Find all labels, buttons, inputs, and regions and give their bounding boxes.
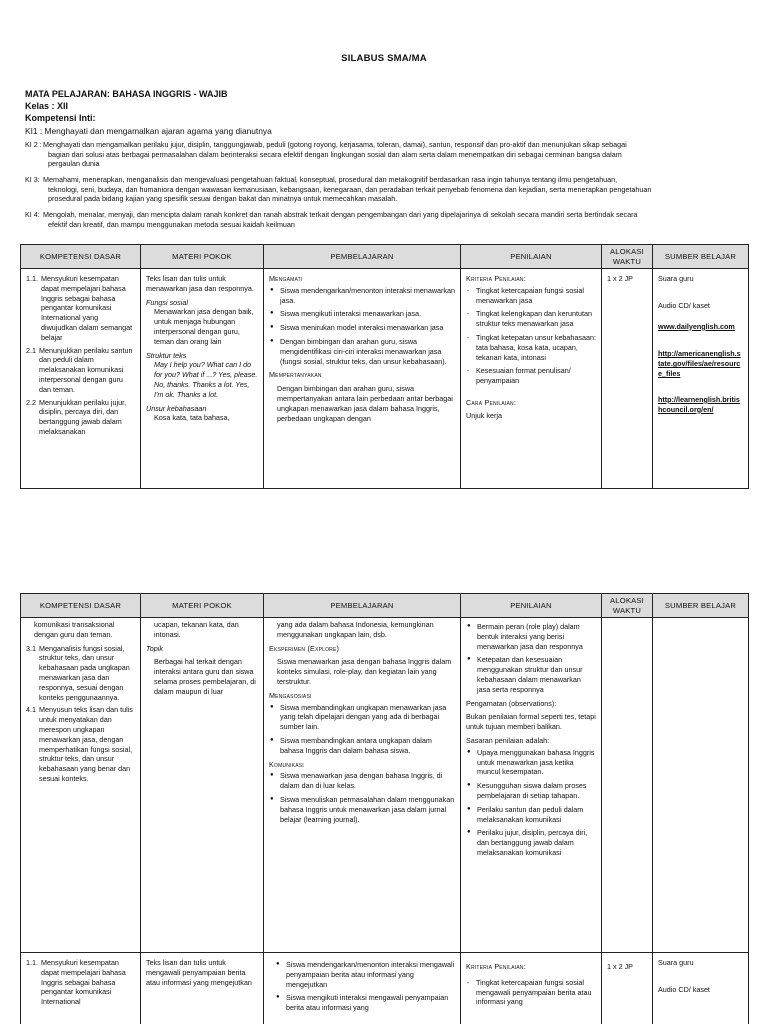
syllabus-table-2 — [20, 593, 749, 1024]
penilaian-cell — [461, 618, 602, 953]
ki2-block — [25, 140, 745, 169]
kelas-label: Kelas : XII — [25, 101, 69, 111]
header-kompetensi-dasar: KOMPETENSI DASAR — [21, 594, 141, 618]
header-alokasi-waktu: ALOKASI WAKTU — [602, 594, 653, 618]
header-sumber-belajar: SUMBER BELAJAR — [653, 594, 749, 618]
materi-cell — [141, 269, 264, 489]
fungsi-sosial-label: Fungsi sosial — [146, 297, 188, 307]
list-item: ● Siswa menirukan model interaksi menawarkan jasa — [269, 323, 455, 333]
list-item: ● Siswa menawarkan jasa dengan bahasa Inggris, di dalam dan di luar kelas. — [269, 771, 455, 791]
eksperimen-heading: Eksperimen (Explore) — [269, 643, 340, 653]
list-item: - Tingkat kelengkapan dan keruntutan struktur teks menawarkan jasa — [466, 309, 596, 329]
table-header-row — [21, 245, 749, 269]
pengamatan-heading: Pengamatan (observations): — [466, 698, 557, 708]
list-item: - Kesesuaian format penulisan/ penyampaian — [466, 366, 596, 386]
link-americanenglish[interactable]: http://americanenglish.state.gov/files/ae/resource_files — [658, 349, 741, 378]
link-dailyenglish[interactable]: www.dailyenglish.com — [658, 321, 735, 331]
ki2-line-2: bagian dari solusi atas berbagai permasalahan dalam berinteraksi secara efektif dengan lingkungan sosial dan alam serta dalam menempatkan diri sebagai cerminan bangsa dalam — [48, 149, 622, 159]
alokasi-value: 1 x 2 JP — [607, 274, 633, 283]
sasaran-heading: Sasaran penilaian adalah: — [466, 735, 550, 745]
ki4-line-1: Mengolah, menalar, menyaji, dan mencipta dalam ranah konkret dan ranah abstrak terkait dengan pengembangan dari yang dipelajarinya di sekolah secara mandiri serta bertindak secara — [43, 210, 638, 219]
topik-text: Berbagai hal terkait dengan interaksi antara guru dan siswa selama proses pembelajaran, di dalam maupun di luar — [154, 657, 256, 696]
ki4-block — [25, 210, 745, 229]
bukan-penilaian-text: Bukan penilaian formal seperti tes, tetapi untuk tujuan memberi balikan. — [466, 712, 596, 732]
list-item: ● Perilaku jujur, disiplin, percaya diri, dan bertanggung jawab dalam melaksanakan komunikasi — [466, 828, 596, 857]
alokasi-value: 1 x 2 JP — [607, 962, 633, 971]
table-row — [21, 953, 749, 1024]
header-sumber-belajar: SUMBER BELAJAR — [653, 245, 749, 269]
sumber-suara-guru: Suara guru — [658, 958, 694, 967]
list-item: ● Dengan bimbingan dan arahan guru, siswa mengidentifikasi ciri-ciri interaksi menawarkan jasa (fungsi sosial, struktur teks, dan unsur kebahasaan). — [269, 337, 455, 366]
header-penilaian: PENILAIAN — [461, 594, 602, 618]
sumber-audio: Audio CD/ kaset — [658, 984, 710, 994]
list-item: ● Kesungguhan siswa dalam proses pembelajaran di setiap tahapan. — [466, 781, 596, 801]
list-item: ● Bermain peran (role play) dalam bentuk interaksi yang berisi menawarkan jasa dan responnya — [466, 622, 596, 651]
unsur-kebahasaan-label: Unsur kebahasaan — [146, 403, 207, 413]
struktur-teks-text: May I help you? What can I do for you? What if ...? Yes, please. No, thanks. Thanks a lot. Yes, I'm ok. Thanks a lot. — [154, 360, 258, 399]
ki4-line-2: efektif dan kreatif, dan mampu menggunakan metoda sesuai kaidah keilmuan — [48, 219, 295, 229]
ki3-code: KI 3: — [25, 175, 40, 184]
header-penilaian: PENILAIAN — [461, 245, 602, 269]
list-item: - Tingkat ketepatan unsur kebahasaan: tata bahasa, kosa kata, ucapan, tekanan kata, intonasi — [466, 333, 596, 362]
materi-cell — [141, 618, 264, 953]
table-row — [21, 269, 749, 489]
mengamati-heading: Mengamati — [269, 274, 303, 283]
mempertanyakan-text: Dengan bimbingan dan arahan guru, siswa mempertanyakan antara lain perbedaan antar berbagai ungkapan menawarkan jasa dalam bahasa Inggris, perbedaan ungkapan dengan — [277, 384, 453, 423]
list-item: ● Siswa mengikuti interaksi menawarkan jasa. — [269, 309, 455, 319]
list-item: ● Siswa menuliskan permasalahan dalam menggunakan bahasa Inggris untuk menawarkan jasa dalam jurnal belajar (learning journal). — [269, 795, 455, 824]
sumber-audio: Audio CD/ kaset — [658, 300, 710, 310]
penilaian-cell — [461, 269, 602, 489]
mempertanyakan-heading: Mempertanyakan — [269, 370, 322, 380]
alokasi-cell — [602, 953, 653, 1024]
list-item: ● Siswa membandingkan ungkapan menawarkan jasa yang telah dipelajari dengan yang ada di berbagai sumber lain. — [269, 703, 455, 732]
materi-continuation: ucapan, tekanan kata, dan intonasi. — [154, 620, 239, 639]
materi-intro: Teks lisan dan tulis untuk mengawali penyampaian berita atau informasi yang mengejutkan — [146, 958, 252, 987]
topik-label: Topik — [146, 643, 163, 653]
pembelajaran-cell — [264, 953, 461, 1024]
sumber-cell — [653, 269, 749, 489]
header-alokasi-waktu: ALOKASI WAKTU — [602, 245, 653, 269]
table-row — [21, 618, 749, 953]
alokasi-cell — [602, 269, 653, 489]
materi-intro: Teks lisan dan tulis untuk menawarkan jasa dan responnya. — [146, 274, 254, 293]
pembelajaran-cell — [264, 618, 461, 953]
link-britishcouncil[interactable]: http://learnenglish.britishcouncil.org/en/ — [658, 394, 740, 414]
materi-cell — [141, 953, 264, 1024]
pemb-continuation: yang ada dalam bahasa Indonesia, kemungkinan menggunakan ungkapan lain, dsb. — [277, 620, 434, 639]
unjuk-kerja-text: Unjuk kerja — [466, 410, 502, 420]
header-pembelajaran: PEMBELAJARAN — [264, 594, 461, 618]
header-materi-pokok: MATERI POKOK — [141, 594, 264, 618]
ki4-code: KI 4: — [25, 210, 40, 219]
ki2-line-3: pergaulan dunia — [48, 159, 100, 169]
kompetensi-inti-heading: Kompetensi Inti: — [25, 113, 96, 123]
kriteria-heading: Kriteria Penilaian: — [466, 274, 526, 283]
alokasi-cell — [602, 618, 653, 953]
penilaian-cell — [461, 953, 602, 1024]
kd-item: Menganalisis fungsi sosial, struktur teks, dan unsur kebahasaan pada ungkapan menawarkan jasa dan responnya, sesuai dengan konteks penggunaannya. — [39, 643, 130, 702]
kd-cell: 1.1. Mensyukuri kesempatan dapat mempelajari bahasa Inggris sebagai bahasa pengantar komunikasi International — [21, 953, 141, 1024]
pembelajaran-cell — [264, 269, 461, 489]
ki2-line-1: Menghayati dan mengamalkan perilaku jujur, disiplin, tanggungjawab, peduli (gotong royong, kerjasama, toleran, damai), santun, responsif dan pro-aktif dan menunjukan sikap sebagai — [43, 140, 627, 149]
page-title: SILABUS SMA/MA — [341, 53, 427, 64]
ki3-line-2: teknologi, seni, budaya, dan humaniora dengan wawasan kemanusiaan, kebangsaan, kenegaraan, dan peradaban terkait penyebab fenomena dan kejadian, serta menerapkan pengetahuan — [48, 184, 652, 194]
subject-heading: MATA PELAJARAN: BAHASA INGGRIS - WAJIB — [25, 89, 228, 99]
kriteria-heading: Kriteria Penilaian: — [466, 962, 526, 971]
list-item: ● Siswa mendengarkan/menonton interaksi mengawali penyampaian berita atau informasi yang mengejutkan — [275, 960, 455, 989]
struktur-teks-label: Struktur teks — [146, 350, 187, 360]
ki3-line-1: Memahami, menerapkan, menganalisis dan mengevaluasi pengetahuan faktual, konseptual, prosedural dan metakognitif berdasarkan rasa ingin tahunya tentang ilmu pengetahuan, — [43, 175, 618, 184]
cara-penilaian-heading: Cara Penilaian: — [466, 397, 517, 407]
kd-cell: komunikasi transaksional dengan guru dan teman. 3.1 Menganalisis fungsi sosial, struktur teks, dan unsur kebahasaan pada ungkapan menawarkan jasa dan responnya, sesuai dengan konteks penggunaannya. 4.1 Menyusun teks lisan dan tulis untuk menyatakan dan merespon ungkapan menawarkan jasa, dengan memperhatikan fungsi sosial, struktur teks, dan unsur kebahasaan yang benar dan sesuai konteks. — [21, 618, 141, 953]
ki1-text: KI1 : Menghayati dan mengamalkan ajaran agama yang dianutnya — [25, 126, 272, 136]
list-item: ● Siswa mengikuti interaksi mengawali penyampaian berita atau informasi yang — [275, 993, 455, 1013]
kd-item: Menunjukkan perilaku jujur, disiplin, percaya diri, dan bertanggung jawab dalam melaksanakan — [39, 397, 127, 436]
kd-item: Mensyukuri kesempatan dapat mempelajari bahasa Inggris sebagai bahasa pengantar komunikasi International — [41, 958, 126, 1007]
list-item: ● Siswa membandingkan antara ungkapan dalam bahasa Inggris dan dalam bahasa siswa. — [269, 736, 455, 756]
ki2-code: KI 2 : — [25, 140, 42, 149]
kd-item: Mensyukuri kesempatan dapat mempelajari bahasa Inggris sebagai bahasa pengantar komunikasi International yang diwujudkan dalam semangat belajar — [41, 274, 133, 342]
ki3-block — [25, 175, 745, 204]
kd-item: Menunjukkan perilaku santun dan peduli dalam melaksanakan komunikasi interpersonal dengan guru dan teman. — [39, 345, 133, 394]
list-item: ● Upaya menggunakan bahasa Inggris untuk menawarkan jasa ketika muncul kesempatan. — [466, 748, 596, 777]
kd-item: Menyusun teks lisan dan tulis untuk menyatakan dan merespon ungkapan menawarkan jasa, dengan memperhatikan fungsi sosial, struktur teks, dan unsur kebahasaan yang benar dan sesuai konteks. — [39, 705, 133, 783]
fungsi-sosial-text: Menawarkan jasa dengan baik, untuk menjaga hubungan interpersonal dengan guru, teman dan orang lain — [154, 307, 254, 346]
header-materi-pokok: MATERI POKOK — [141, 245, 264, 269]
sumber-suara-guru: Suara guru — [658, 274, 694, 283]
syllabus-table-1 — [20, 244, 749, 489]
ki3-line-3: prosedural pada bidang kajian yang spesifik sesuai dengan bakat dan minatnya untuk memecahkan masalah. — [48, 194, 398, 204]
komunikasi-heading: Komunikasi — [269, 759, 304, 769]
list-item: ● Perilaku santun dan peduli dalam melaksanakan komunikasi — [466, 805, 596, 825]
list-item: - Tingkat ketercapaian fungsi sosial menawarkan jasa — [466, 286, 596, 306]
list-item: - Tingkat ketercapaian fungsi sosial mengawali penyampaian berita atau informasi yang — [466, 978, 596, 1007]
mengasosiasi-heading: Mengasosiasi — [269, 690, 312, 700]
eksperimen-text: Siswa menawarkan jasa dengan bahasa Inggris dalam konteks simulasi, role-play, dan kegiatan lain yang terstruktur. — [277, 657, 452, 686]
sumber-cell — [653, 953, 749, 1024]
unsur-kebahasaan-text: Kosa kata, tata bahasa, — [154, 413, 230, 423]
header-pembelajaran: PEMBELAJARAN — [264, 245, 461, 269]
kd-continuation: komunikasi transaksional dengan guru dan teman. — [34, 620, 115, 639]
sumber-cell — [653, 618, 749, 953]
kd-cell: 1.1. Mensyukuri kesempatan dapat mempelajari bahasa Inggris sebagai bahasa pengantar komunikasi International yang diwujudkan dalam semangat belajar 2.1 Menunjukkan perilaku santun dan peduli dalam melaksanakan komunikasi interpersonal dengan guru dan teman. 2.2 Menunjukkan perilaku jujur, disiplin, percaya diri, dan bertanggung jawab dalam melaksanakan — [21, 269, 141, 489]
list-item: ● Ketepatan dan kesesuaian menggunakan struktur dan unsur kebahasaan dalam menawarkan jasa serta responnya — [466, 655, 596, 694]
table-header-row — [21, 594, 749, 618]
header-kompetensi-dasar: KOMPETENSI DASAR — [21, 245, 141, 269]
list-item: ● Siswa mendengarkan/menonton interaksi menawarkan jasa. — [269, 286, 455, 306]
